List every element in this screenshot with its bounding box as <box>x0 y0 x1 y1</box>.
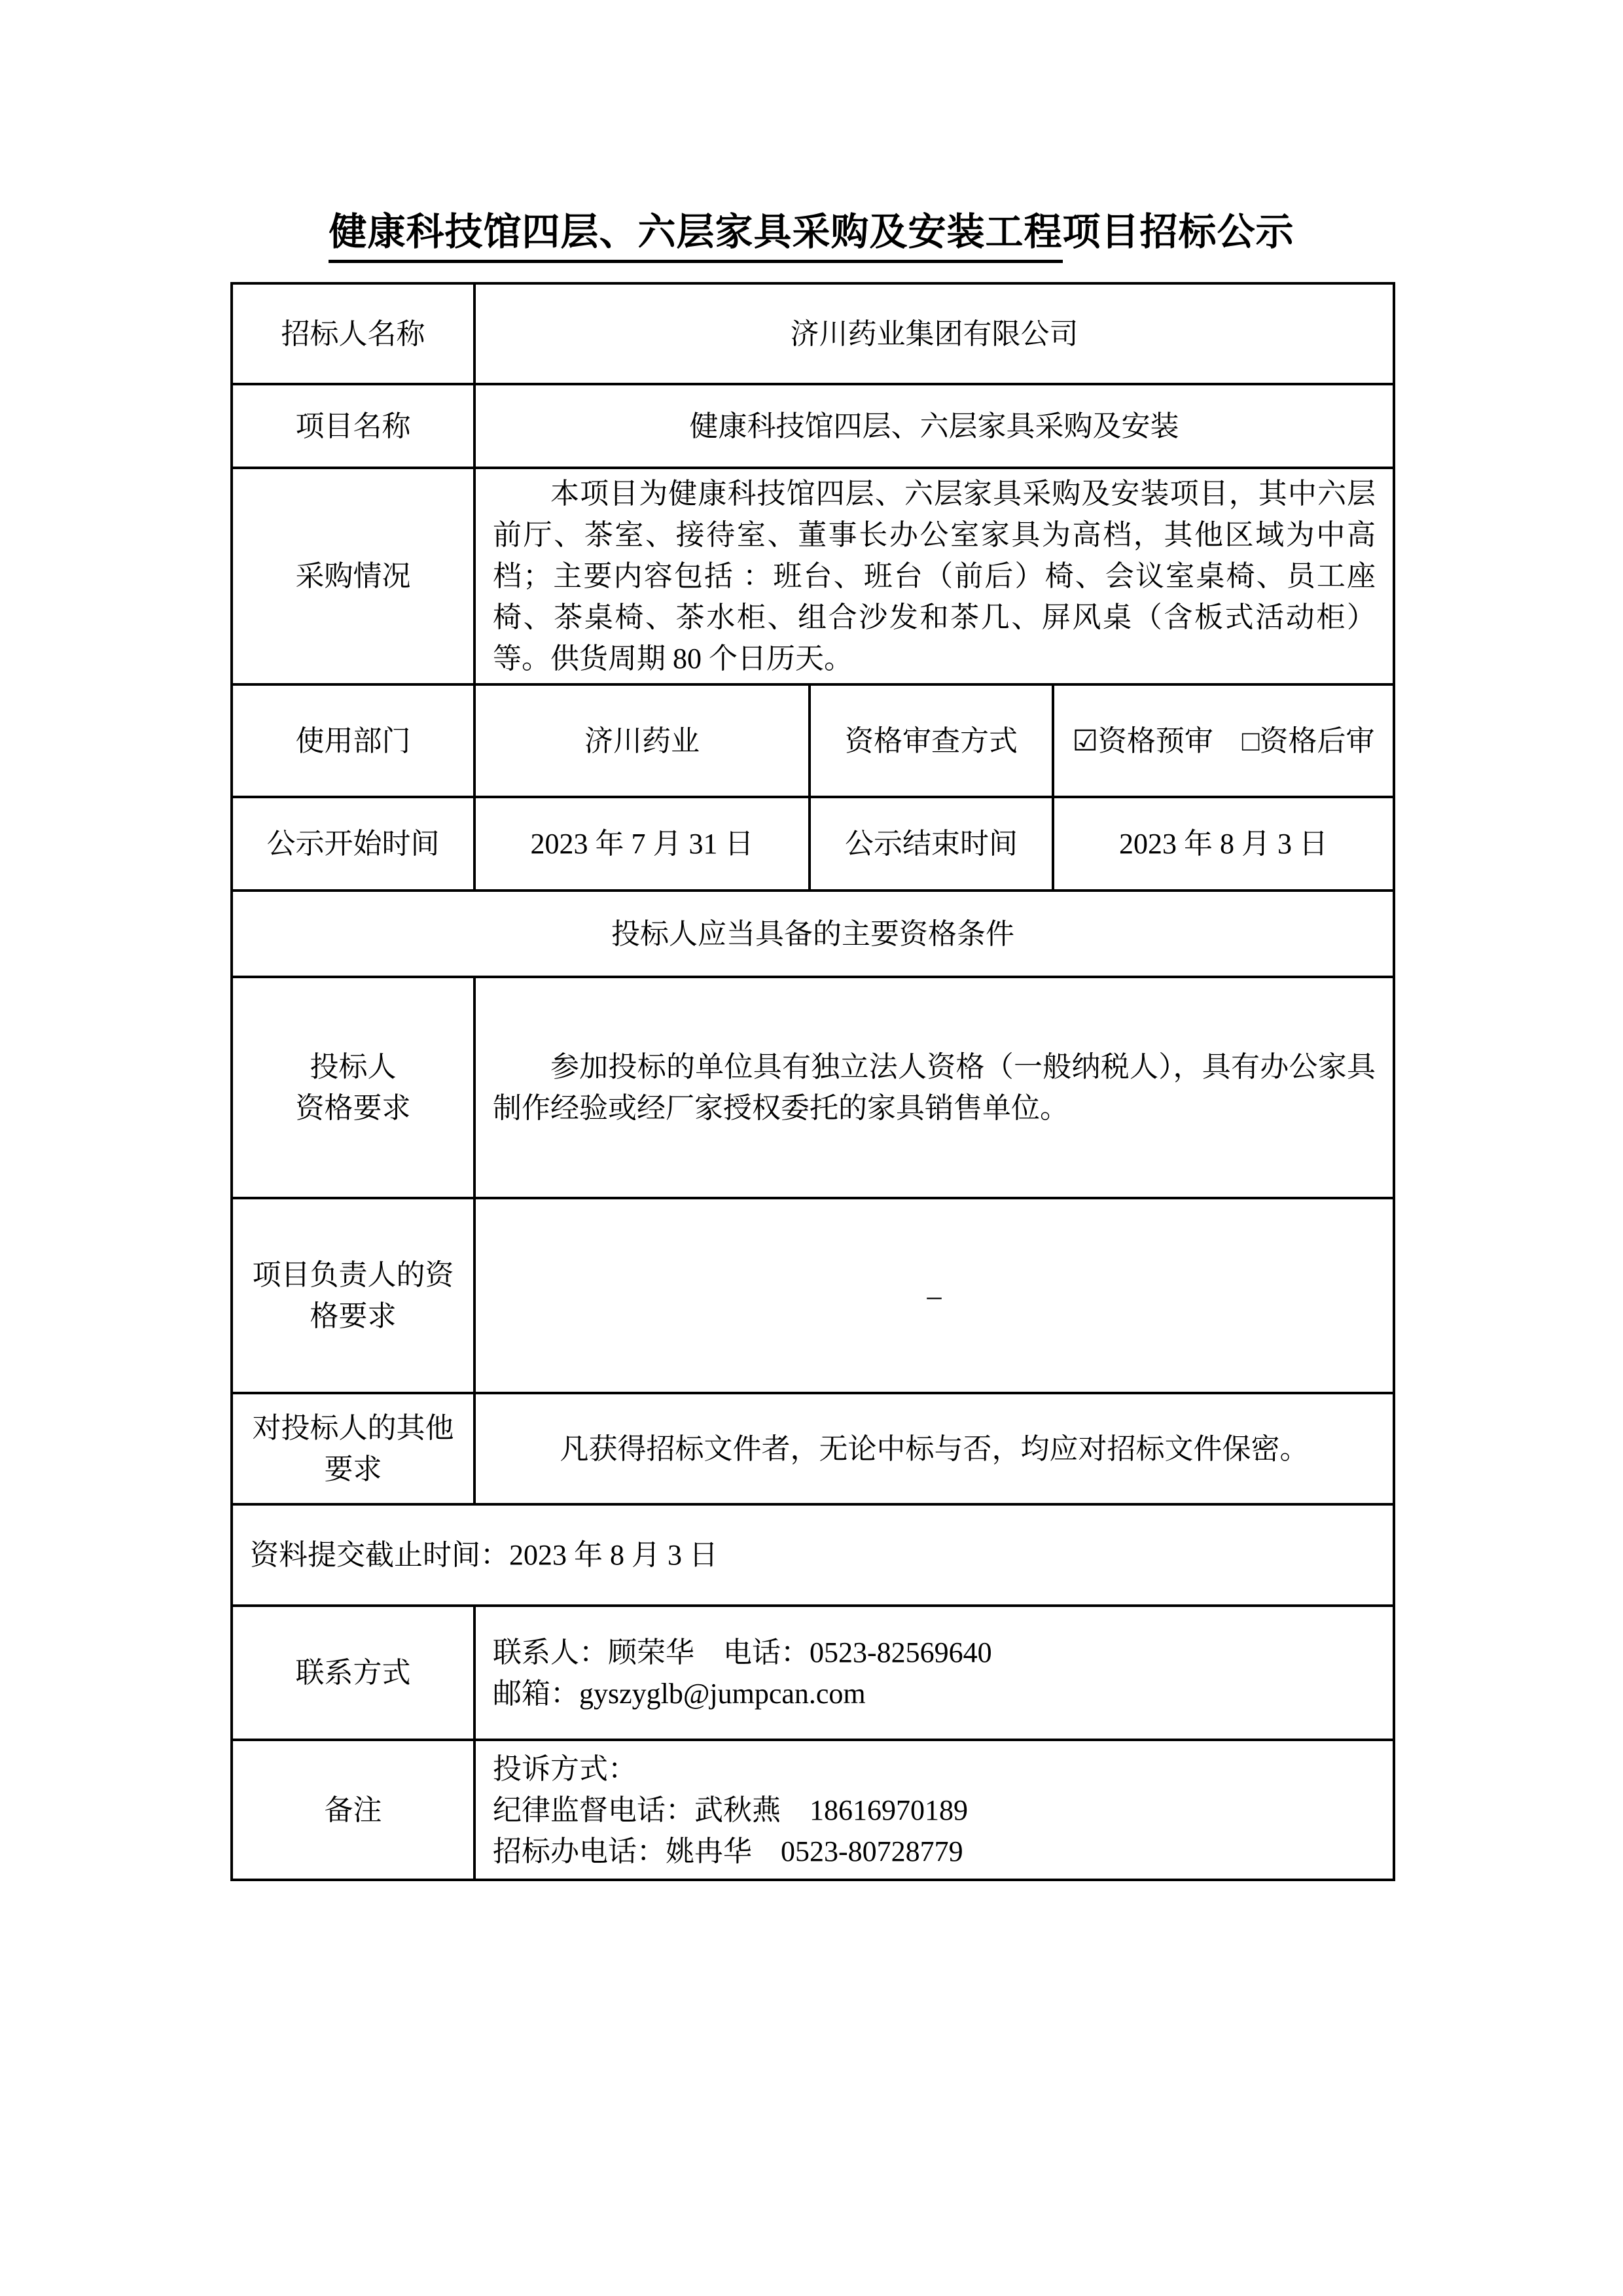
table-row <box>232 1198 1394 1393</box>
bidder-name-value: 济川药业集团有限公司 <box>474 283 1394 384</box>
table-row <box>232 1740 1394 1880</box>
tender-notice-table <box>230 282 1395 1881</box>
review-method-checkboxes: ☑资格预审 □资格后审 <box>1053 684 1394 797</box>
bidder-qualification-label <box>232 977 474 1198</box>
remark-complaint-method: 投诉方式： <box>493 1752 637 1785</box>
table-row <box>232 891 1394 977</box>
project-name-label: 项目名称 <box>232 384 474 468</box>
table-row <box>232 797 1394 891</box>
pm-qualification-label: 项目负责人的资格要求 <box>232 1198 474 1393</box>
table-row <box>232 1393 1394 1504</box>
procurement-label: 采购情况 <box>232 468 474 684</box>
page-title <box>0 209 1623 255</box>
other-requirements-label: 对投标人的其他要求 <box>232 1393 474 1504</box>
table-row <box>232 1606 1394 1740</box>
department-label: 使用部门 <box>232 684 474 797</box>
table-row <box>232 384 1394 468</box>
submission-deadline: 资料提交截止时间：2023 年 8 月 3 日 <box>232 1504 1394 1606</box>
bidder-qualification-value: 参加投标的单位具有独立法人资格（一般纳税人），具有办公家具制作经验或经厂家授权委托的家具销售单位。 <box>474 977 1394 1198</box>
remark-label: 备注 <box>232 1740 474 1880</box>
remark-value <box>474 1740 1394 1880</box>
qualification-header: 投标人应当具备的主要资格条件 <box>232 891 1394 977</box>
publicity-end-label: 公示结束时间 <box>810 797 1053 891</box>
project-name-value: 健康科技馆四层、六层家具采购及安装 <box>474 384 1394 468</box>
table-row <box>232 1504 1394 1606</box>
contact-label: 联系方式 <box>232 1606 474 1740</box>
other-requirements-value: 凡获得招标文件者，无论中标与否，均应对招标文件保密。 <box>474 1393 1394 1504</box>
contact-person-phone: 联系人：顾荣华 电话：0523-82569640 <box>493 1636 992 1669</box>
page-title-underlined: 健康科技馆四层、六层家具采购及安装工程 <box>329 211 1062 263</box>
page-title-rest: 项目招标公示 <box>1062 211 1294 253</box>
department-value: 济川药业 <box>474 684 810 797</box>
bidder-qualification-label-line2: 资格要求 <box>295 1092 411 1124</box>
publicity-start-label: 公示开始时间 <box>232 797 474 891</box>
remark-tender-office-phone: 招标办电话：姚冉华 0523-80728779 <box>493 1835 963 1867</box>
table-row <box>232 977 1394 1198</box>
bidder-qualification-label-line1: 投标人 <box>310 1051 397 1083</box>
contact-email: 邮箱：gyszyglb@jumpcan.com <box>493 1677 866 1710</box>
remark-discipline-phone: 纪律监督电话：武秋燕 18616970189 <box>493 1793 968 1826</box>
publicity-start-value: 2023 年 7 月 31 日 <box>474 797 810 891</box>
table-row <box>232 283 1394 384</box>
table-row <box>232 684 1394 797</box>
bidder-name-label: 招标人名称 <box>232 283 474 384</box>
review-method-label: 资格审查方式 <box>810 684 1053 797</box>
procurement-value: 本项目为健康科技馆四层、六层家具采购及安装项目，其中六层前厅、茶室、接待室、董事长办公室家具为高档，其他区域为中高档；主要内容包括 ：班台、班台（前后）椅、会议室桌椅、员工座椅、茶桌椅、茶水柜、组合沙发和茶几、屏风桌（含板式活动柜）等。供货周期 80 个日历天。 <box>474 468 1394 684</box>
pm-qualification-value: – <box>474 1198 1394 1393</box>
publicity-end-value: 2023 年 8 月 3 日 <box>1053 797 1394 891</box>
table-row <box>232 468 1394 684</box>
contact-value <box>474 1606 1394 1740</box>
